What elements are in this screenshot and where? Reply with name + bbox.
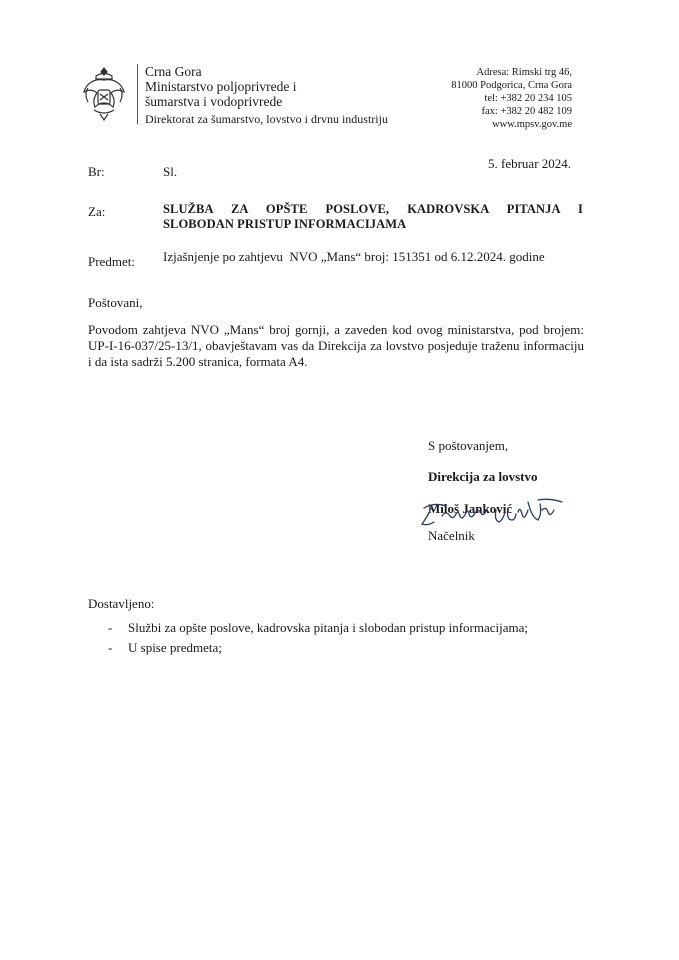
handwritten-signature	[418, 496, 568, 530]
recipient-line1: SLUŽBA ZA OPŠTE POSLOVE, KADROVSKA PITANJA I	[163, 202, 583, 216]
address-block	[451, 66, 572, 131]
signoff-name: Miloš Janković	[428, 501, 513, 516]
predmet-value: Izjašnjenje po zahtjevu NVO „Mans“ broj: 151351 od 6.12.2024. godine	[163, 249, 545, 264]
org-directorate: Direktorat za šumarstvo, lovstvo i drvnu industriju	[145, 112, 388, 126]
br-value: Sl.	[163, 164, 178, 179]
body-line3: i da ista sadrži 5.200 stranica, formata A4.	[88, 354, 308, 369]
org-ministry-line1: Ministarstvo poljoprivrede i	[145, 79, 297, 94]
delivery-label: Dostavljeno:	[88, 596, 155, 611]
closing: S poštovanjem,	[428, 438, 509, 453]
delivery-item-text: U spise predmeta;	[128, 640, 222, 655]
za-label: Za:	[88, 204, 106, 219]
recipient	[163, 202, 583, 232]
org-ministry-line2: šumarstva i vodoprivrede	[145, 94, 283, 109]
address-city: 81000 Podgorica, Crna Gora	[451, 80, 572, 91]
body-line2: UP-I-16-037/25-13/1, obavještavam vas da Direkcija za lovstvo posjeduje traženu informaciju	[88, 338, 584, 353]
br-label: Br:	[88, 164, 105, 179]
document-date: 5. februar 2024.	[488, 156, 572, 171]
organization-block	[145, 64, 388, 127]
coat-of-arms-icon	[80, 64, 128, 124]
recipient-line2: SLOBODAN PRISTUP INFORMACIJAMA	[163, 217, 407, 231]
header-divider	[137, 64, 138, 124]
predmet-label: Predmet:	[88, 254, 135, 269]
delivery-item: - U spise predmeta;	[108, 640, 222, 655]
address-fax: fax: +382 20 482 109	[481, 106, 572, 117]
signoff-title: Načelnik	[428, 528, 475, 543]
address-tel: tel: +382 20 234 105	[484, 93, 572, 104]
address-web: www.mpsv.gov.me	[492, 119, 572, 130]
delivery-item: - Službi za opšte poslove, kadrovska pitanja i slobodan pristup informacijama;	[108, 620, 529, 635]
signoff-department: Direkcija za lovstvo	[428, 469, 538, 484]
address-street: Adresa: Rimski trg 46,	[476, 67, 572, 78]
org-country: Crna Gora	[145, 64, 202, 79]
body-line1: Povodom zahtjeva NVO „Mans“ broj gornji, a zaveden kod ovog ministarstva, pod brojem:	[88, 322, 584, 337]
greeting: Poštovani,	[88, 295, 143, 310]
delivery-item-text: Službi za opšte poslove, kadrovska pitanja i slobodan pristup informacijama;	[128, 620, 529, 635]
body-paragraph	[88, 322, 584, 370]
